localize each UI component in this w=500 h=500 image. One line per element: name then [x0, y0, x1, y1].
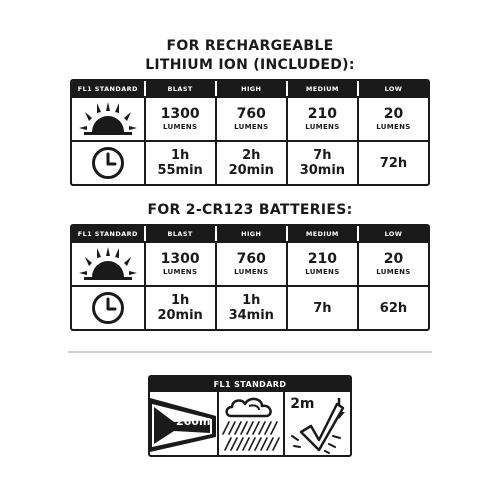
high-output-cell: [215, 243, 286, 285]
header-blast: BLAST: [144, 81, 215, 96]
lumen-value: 760: [236, 105, 266, 122]
medium-runtime-cell: [286, 142, 357, 184]
clock-icon: [72, 287, 144, 329]
lumen-unit: LUMENS: [234, 267, 269, 276]
fl1-standard-box: [148, 375, 352, 457]
header-low: LOW: [357, 81, 428, 96]
section1-title-line2: LITHIUM ION (INCLUDED):: [145, 57, 355, 73]
lumen-value: 1300: [160, 250, 200, 267]
runtime-line2: 20min: [157, 308, 203, 323]
lumen-unit: LUMENS: [376, 267, 411, 276]
runtime-line2: 34min: [228, 308, 274, 323]
medium-output-cell: [286, 98, 357, 140]
light-output-row: [72, 241, 428, 285]
sun-rays-icon: [72, 98, 144, 140]
section-divider: [68, 351, 432, 353]
beam-distance-label: 260m: [176, 415, 211, 428]
header-high: HIGH: [215, 226, 286, 241]
section2-title: FOR 2-CR123 BATTERIES:: [147, 202, 353, 218]
water-resistance-icon: [217, 392, 284, 455]
rechargeable-spec-table: [70, 79, 430, 186]
runtime-line2: 20min: [228, 163, 274, 178]
high-output-cell: [215, 98, 286, 140]
lumen-value: 760: [236, 250, 266, 267]
header-high: HIGH: [215, 81, 286, 96]
runtime-line1: 1h: [242, 293, 261, 308]
fl1-standard-title: FL1 STANDARD: [150, 377, 350, 392]
cr123-spec-table: [70, 224, 430, 331]
lumen-value: 20: [383, 250, 404, 267]
lumen-unit: LUMENS: [376, 122, 411, 131]
lumen-unit: LUMENS: [234, 122, 269, 131]
blast-output-cell: [144, 98, 215, 140]
runtime-line1: 1h: [170, 293, 190, 308]
header-fl1-standard: FL1 STANDARD: [77, 229, 138, 238]
lumen-value: 210: [307, 105, 337, 122]
runtime-line1: 7h: [313, 148, 332, 163]
lumen-value: 1300: [160, 105, 200, 122]
fl1-icons-row: [150, 392, 350, 455]
lumen-unit: LUMENS: [162, 122, 198, 131]
low-runtime-cell: [357, 142, 428, 184]
header-medium: MEDIUM: [286, 226, 357, 241]
section1-title: [0, 37, 500, 75]
high-runtime-cell: [215, 142, 286, 184]
beam-distance-icon: [150, 392, 217, 455]
header-fl1-standard: FL1 STANDARD: [77, 84, 138, 93]
blast-runtime-cell: [144, 142, 215, 184]
lumen-value: 20: [383, 105, 404, 122]
lumen-value: 210: [307, 250, 337, 267]
header-medium: MEDIUM: [286, 81, 357, 96]
runtime-line2: 55min: [157, 163, 203, 178]
runtime-line1: 62h: [379, 300, 408, 316]
sun-rays-icon: [72, 243, 144, 285]
runtime-row: [72, 140, 428, 184]
runtime-line2: 30min: [299, 163, 346, 178]
low-output-cell: [357, 243, 428, 285]
lumen-unit: LUMENS: [162, 267, 198, 276]
medium-output-cell: [286, 243, 357, 285]
clock-icon: [72, 142, 144, 184]
section1-title-line1: FOR RECHARGEABLE: [166, 38, 334, 54]
table-header-row: [72, 81, 428, 96]
blast-runtime-cell: [144, 287, 215, 329]
header-blast: BLAST: [144, 226, 215, 241]
high-runtime-cell: [215, 287, 286, 329]
low-runtime-cell: [357, 287, 428, 329]
lumen-unit: LUMENS: [305, 122, 340, 131]
runtime-line1: 1h: [170, 148, 190, 163]
impact-resistance-icon: [283, 392, 350, 455]
lumen-unit: LUMENS: [305, 267, 340, 276]
medium-runtime-cell: [286, 287, 357, 329]
header-low: LOW: [357, 226, 428, 241]
light-output-row: [72, 96, 428, 140]
table-header-row: [72, 226, 428, 241]
blast-output-cell: [144, 243, 215, 285]
runtime-line1: 7h: [313, 300, 332, 316]
impact-resistance-label: 2m: [290, 396, 315, 412]
runtime-row: [72, 285, 428, 329]
runtime-line1: 72h: [379, 155, 408, 171]
low-output-cell: [357, 98, 428, 140]
runtime-line1: 2h: [242, 148, 261, 163]
